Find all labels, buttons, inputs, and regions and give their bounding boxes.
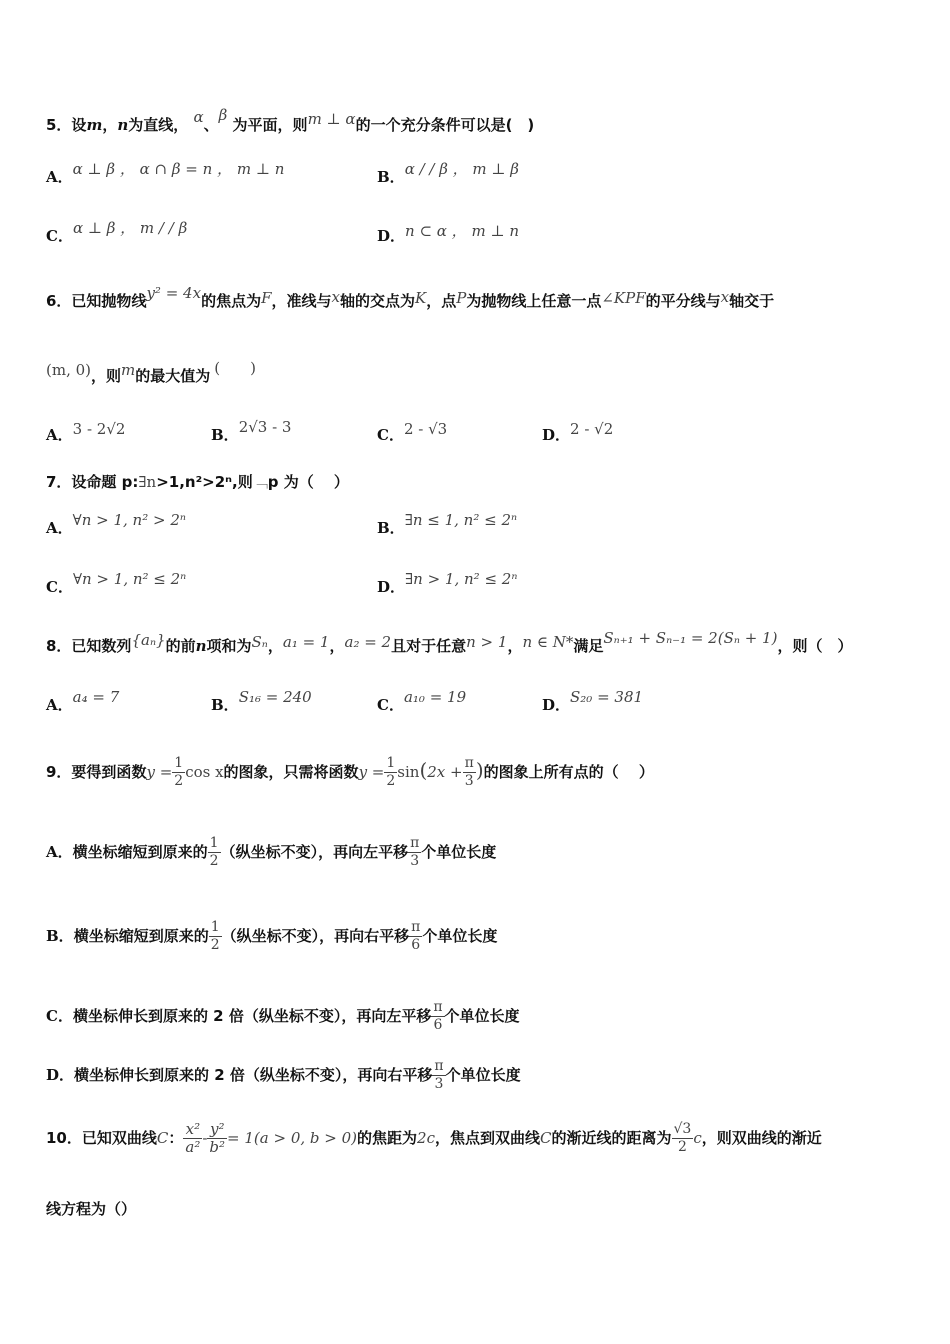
question-7-stem: 7．设命题 p:∃n>1,n²>2ⁿ,则﹁p 为（ ） — [46, 473, 349, 491]
q8-option-d[interactable]: D．S₂₀ = 381 — [542, 688, 644, 714]
q8-option-a[interactable]: A．a₄ = 7 — [46, 688, 120, 714]
q7-option-d[interactable]: D．∃n > 1, n² ≤ 2ⁿ — [377, 570, 518, 596]
q9-number: 9．要得到函数 — [46, 763, 147, 781]
q6-option-b[interactable]: B．2√3 - 3 — [211, 418, 292, 444]
q6-option-c[interactable]: C．2 - √3 — [377, 420, 448, 444]
q5-number: 5．设 — [46, 116, 87, 134]
question-8-stem: 8．已知数列{aₙ}的前n项和为Sₙ，a₁ = 1，a₂ = 2且对于任意n > 1，n ∈ N*满足Sₙ₊₁ + Sₙ₋₁ = 2(Sₙ + 1)，则（ ） — [46, 629, 853, 655]
q8-number: 8．已知数列 — [46, 637, 132, 655]
q9-frac-half-2: $\frac{1}{2}$ — [386, 755, 396, 789]
q9-option-d[interactable]: D．横坐标伸长到原来的 2 倍（纵坐标不变），再向右平移 $\frac{\pi}{3}$ 个单位长度 — [46, 1058, 521, 1092]
question-9-stem: 9．要得到函数y = $\frac{1}{2}$ cos x的图象，只需将函数y = $\frac{1}{2}$ sin(2x + $\frac{\pi}{3}$ )的图象上所有点的（ ） — [46, 755, 654, 789]
q5-option-d[interactable]: D．n ⊂ α ， m ⊥ n — [377, 222, 519, 245]
q5-option-b[interactable]: B．α / / β ， m ⊥ β — [377, 160, 519, 186]
q10-frac-x: $\frac{\text{x²}}{\text{a²}}$ — [185, 1120, 201, 1156]
question-5-stem: 5．设m，n为直线， α、β 为平面，则m ⊥ α的一个充分条件可以是( ) — [46, 106, 535, 134]
q8-option-b[interactable]: B．S₁₆ = 240 — [211, 688, 312, 714]
q10-number: 10．已知双曲线 — [46, 1129, 157, 1147]
question-10-stem: 10．已知双曲线C： $\frac{\text{x²}}{\text{a²}}$ - $\frac{\text{y²}}{\text{b²}}$ = 1(a > 0, b > 0)的焦距为2c，焦点到双曲线C的渐近线的距离为 $\frac{√3}{2}$ c，则双曲线的渐近 — [46, 1120, 822, 1156]
q7-option-c[interactable]: C．∀n > 1, n² ≤ 2ⁿ — [46, 570, 187, 596]
q6-option-a[interactable]: A．3 - 2√2 — [46, 420, 126, 444]
q7-option-a[interactable]: A．∀n > 1, n² > 2ⁿ — [46, 511, 186, 537]
question-10-stem-cont: 线方程为（） — [46, 1200, 137, 1218]
q10-frac-y: $\frac{\text{y²}}{\text{b²}}$ — [209, 1120, 226, 1156]
q9-frac-half-1: $\frac{1}{2}$ — [174, 755, 184, 789]
q7-number: 7．设命题 p: — [46, 473, 139, 491]
q9-option-c[interactable]: C．横坐标伸长到原来的 2 倍（纵坐标不变），再向左平移 $\frac{\pi}{6}$ 个单位长度 — [46, 999, 520, 1033]
q5-option-a[interactable]: A．α ⊥ β ， α ∩ β = n ， m ⊥ n — [46, 160, 285, 186]
question-6-stem-cont: (m, 0)，则m的最大值为 ( ) — [46, 359, 256, 385]
q7-option-b[interactable]: B．∃n ≤ 1, n² ≤ 2ⁿ — [377, 511, 518, 537]
q6-number: 6．已知抛物线 — [46, 292, 147, 310]
q6-option-d[interactable]: D．2 - √2 — [542, 420, 614, 444]
q8-option-c[interactable]: C．a₁₀ = 19 — [377, 688, 467, 714]
q9-frac-pi-3: $\frac{\pi}{3}$ — [464, 755, 474, 789]
q9-option-b[interactable]: B．横坐标缩短到原来的 $\frac{1}{2}$ （纵坐标不变），再向右平移 $\frac{\pi}{6}$ 个单位长度 — [46, 919, 498, 953]
q9-option-a[interactable]: A．横坐标缩短到原来的 $\frac{1}{2}$ （纵坐标不变），再向左平移 $\frac{\pi}{3}$ 个单位长度 — [46, 835, 497, 869]
q5-option-c[interactable]: C．α ⊥ β ， m / / β — [46, 219, 188, 245]
q10-frac-dist: $\frac{√3}{2}$ — [673, 1121, 692, 1155]
question-6-stem: 6．已知抛物线y² = 4x的焦点为F，准线与x轴的交点为K，点P为抛物线上任意一点∠KPF的平分线与x轴交于 — [46, 284, 775, 310]
